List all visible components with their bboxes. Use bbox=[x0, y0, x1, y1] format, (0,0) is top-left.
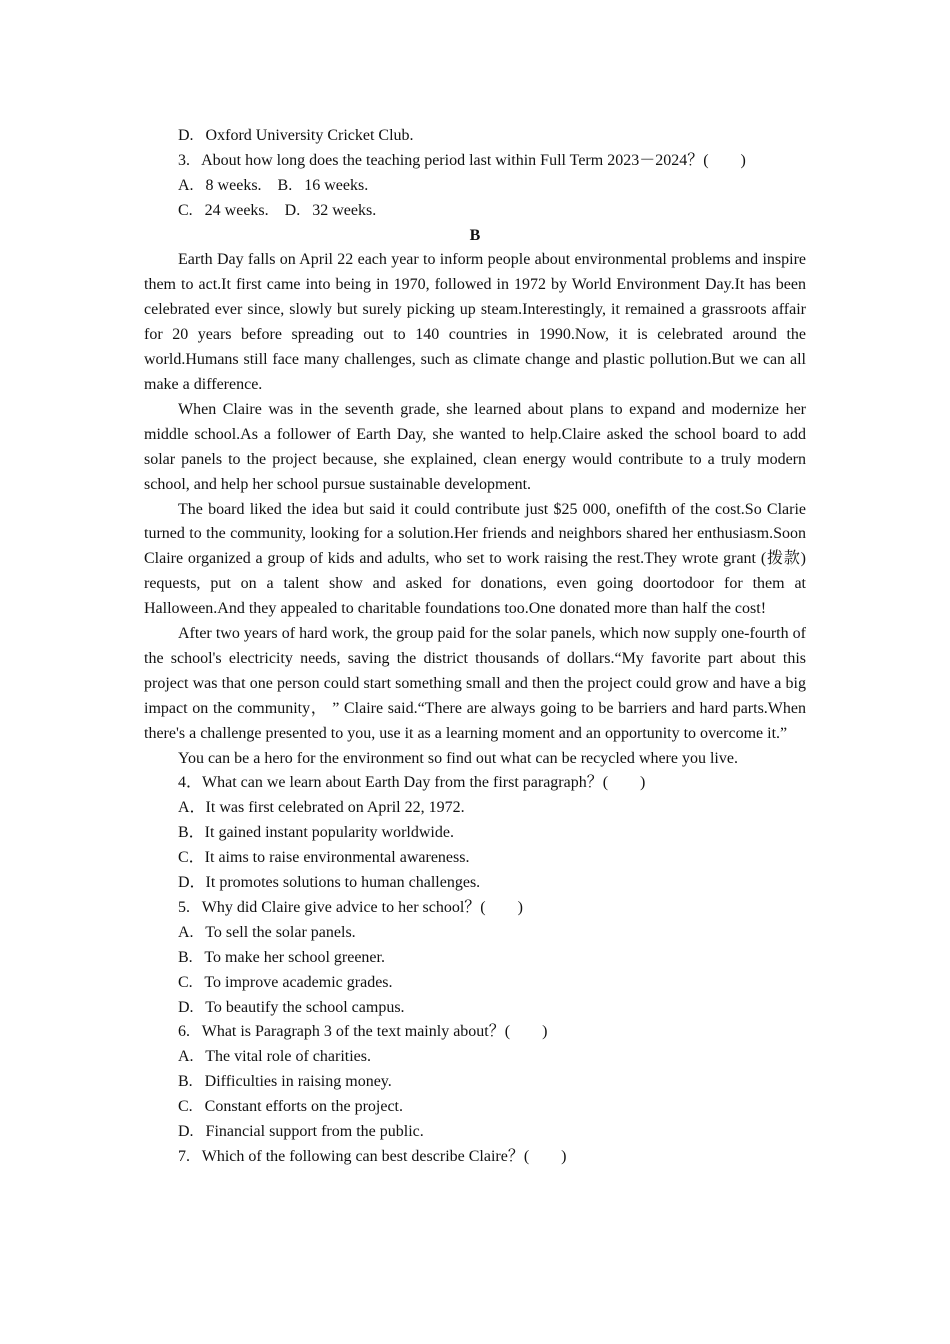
q4-option-a: A．It was first celebrated on April 22, 1972. bbox=[178, 799, 465, 817]
q4-option-b: B．It gained instant popularity worldwide. bbox=[178, 824, 454, 842]
passage-paragraph-3: The board liked the idea but said it could contribute just $25 000, onefifth of the cost.So Clarie turned to the community, looking for a solution.Her friends and neighbors shared her enthusiasm.Soon Claire organized a group of kids and adults, who set to work raising the rest.They wrote grant (拨款) requests, put on a talent show and asked for donations, even going doortodoor for them at Halloween.And they appealed to charitable foundations too.One donated more than half the cost! bbox=[144, 500, 806, 618]
page-content bbox=[144, 124, 806, 1170]
option-d-q2: D. Oxford University Cricket Club. bbox=[178, 127, 414, 144]
q6-option-a: A. The vital role of charities. bbox=[178, 1048, 371, 1066]
section-heading: B bbox=[469, 226, 481, 244]
q4-option-d: D．It promotes solutions to human challenges. bbox=[178, 874, 481, 892]
q6-option-b: B. Difficulties in raising money. bbox=[178, 1073, 392, 1091]
question-7: 7. Which of the following can best describe Claire？( ) bbox=[178, 1147, 567, 1165]
q5-option-d: D. To beautify the school campus. bbox=[178, 998, 405, 1016]
q5-option-a: A. To sell the solar panels. bbox=[178, 923, 356, 941]
passage-paragraph-1: Earth Day falls on April 22 each year to inform people about environmental problems and inspire them to act.It first came into being in 1970, followed in 1972 by World Environment Day.It has been celebrated ever since, slowly but surely picking up steam.Interestingly, it remained a grassroots affair for 20 years before spreading out to 140 countries in 1990.Now, it is celebrated around the world.Humans still face many challenges, such as climate change and plastic pollution.But we can all make a difference. bbox=[144, 251, 806, 393]
question-6: 6. What is Paragraph 3 of the text mainly about？( ) bbox=[178, 1023, 548, 1041]
q5-option-b: B. To make her school greener. bbox=[178, 948, 385, 966]
question-3: 3. About how long does the teaching period last within Full Term 2023－2024？( ) bbox=[178, 151, 746, 169]
q6-option-d: D. Financial support from the public. bbox=[178, 1122, 424, 1140]
q6-option-c: C. Constant efforts on the project. bbox=[178, 1098, 403, 1116]
question-5: 5. Why did Claire give advice to her school？( ) bbox=[178, 898, 523, 916]
passage-paragraph-5: You can be a hero for the environment so find out what can be recycled where you live. bbox=[178, 749, 738, 767]
options-ab-q3: A. 8 weeks. B. 16 weeks. bbox=[178, 176, 369, 194]
q4-option-c: C．It aims to raise environmental awareness. bbox=[178, 849, 470, 867]
passage-paragraph-4: After two years of hard work, the group paid for the solar panels, which now supply one-fourth of the school's electricity needs, saving the district thousands of dollars.“My favorite part about this project was that one person could start something small and then the project could grow and have a big impact on the community， ” Claire said.“There are always going to be barriers and hard parts.When there's a challenge presented to you, use it as a learning moment and an opportunity to overcome it.” bbox=[144, 625, 806, 742]
q5-option-c: C. To improve academic grades. bbox=[178, 973, 393, 991]
question-4: 4．What can we learn about Earth Day from the first paragraph？( ) bbox=[178, 774, 646, 792]
options-cd-q3: C. 24 weeks. D. 32 weeks. bbox=[178, 201, 377, 219]
passage-paragraph-2: When Claire was in the seventh grade, she learned about plans to expand and modernize her middle school.As a follower of Earth Day, she wanted to help.Claire asked the school board to add solar panels to the project because, she explained, clean energy would contribute to a truly modern school, and help her school pursue sustainable development. bbox=[144, 400, 806, 493]
